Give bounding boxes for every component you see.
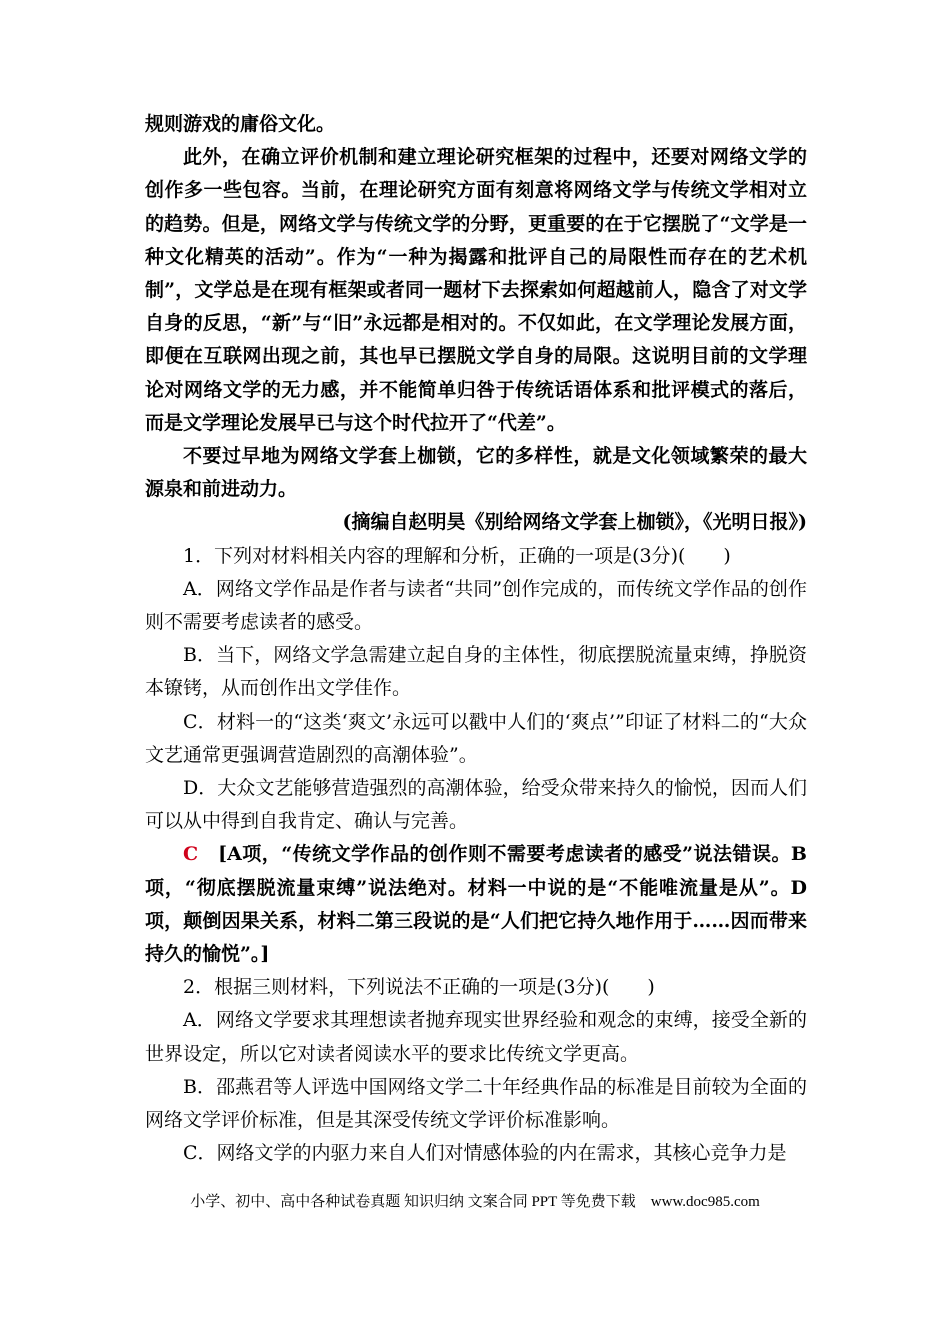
answer-explanation: [A项，“传统文学作品的创作则不需要考虑读者的感受”说法错误。B项，“彻底摆脱流量束缚”说法绝对。材料一中说的是“不能唯流量是从”。D项，颠倒因果关系，材料二第三段说的是“人们把它持久地作用于……因而带来持久的愉悦”。] [145, 843, 807, 966]
paragraph-continued: 规则游戏的庸俗文化。 [145, 113, 336, 135]
question-1-option-d: D．大众文艺能够营造强烈的高潮体验，给受众带来持久的愉悦，因而人们可以从中得到自我肯定、确认与完善。 [145, 777, 807, 833]
page-footer: 小学、初中、高中各种试卷真题 知识归纳 文案合同 PPT 等免费下载 www.doc985.com [190, 1194, 760, 1210]
question-1-option-c: C．材料一的“这类‘爽文’永远可以戳中人们的‘爽点’”印证了材料二的“大众文艺通常更强调营造剧烈的高潮体验”。 [145, 710, 807, 766]
question-2-stem: 2．根据三则材料，下列说法不正确的一项是(3分)( ) [183, 976, 655, 999]
answer-letter: C [183, 843, 199, 866]
question-2-option-c: C．网络文学的内驱力来自人们对情感体验的内在需求，其核心竞争力是 [183, 1142, 787, 1165]
paragraph-conclusion: 不要过早地为网络文学套上枷锁，它的多样性，就是文化领域繁荣的最大源泉和前进动力。 [145, 445, 807, 501]
question-2-option-a: A．网络文学要求其理想读者抛弃现实世界经验和观念的束缚，接受全新的世界设定，所以它对读者阅读水平的要求比传统文学更高。 [145, 1009, 807, 1065]
question-1-answer [145, 838, 807, 971]
source-citation: (摘编自赵明昊《别给网络文学套上枷锁》，《光明日报》) [342, 511, 807, 534]
document-body [145, 108, 807, 1171]
question-1-option-a: A．网络文学作品是作者与读者“共同”创作完成的，而传统文学作品的创作则不需要考虑读者的感受。 [145, 577, 807, 634]
question-1-option-b: B．当下，网络文学急需建立起自身的主体性，彻底摆脱流量束缚，挣脱资本镣铐，从而创作出文学佳作。 [145, 644, 807, 700]
paragraph-evaluation: 此外，在确立评价机制和建立理论研究框架的过程中，还要对网络文学的创作多一些包容。当前，在理论研究方面有刻意将网络文学与传统文学相对立的趋势。但是，网络文学与传统文学的分野，更重要的在于它摆脱了“文学是一种文化精英的活动”。作为“一种为揭露和批评自己的局限性而存在的艺术机制”，文学总是在现有框架或者同一题材下去探索如何超越前人，隐含了对文学自身的反思，“新”与“旧”永远都是相对的。不仅如此，在文学理论发展方面，即便在互联网出现之前，其也早已摆脱文学自身的局限。这说明目前的文学理论对网络文学的无力感，并不能简单归咎于传统话语体系和批评模式的落后，而是文学理论发展早已与这个时代拉开了“代差”。 [145, 146, 807, 434]
question-1-stem: 1．下列对材料相关内容的理解和分析，正确的一项是(3分)( ) [183, 544, 731, 567]
question-2-option-b: B．邵燕君等人评选中国网络文学二十年经典作品的标准是目前较为全面的网络文学评价标准，但是其深受传统文学评价标准影响。 [145, 1075, 807, 1132]
